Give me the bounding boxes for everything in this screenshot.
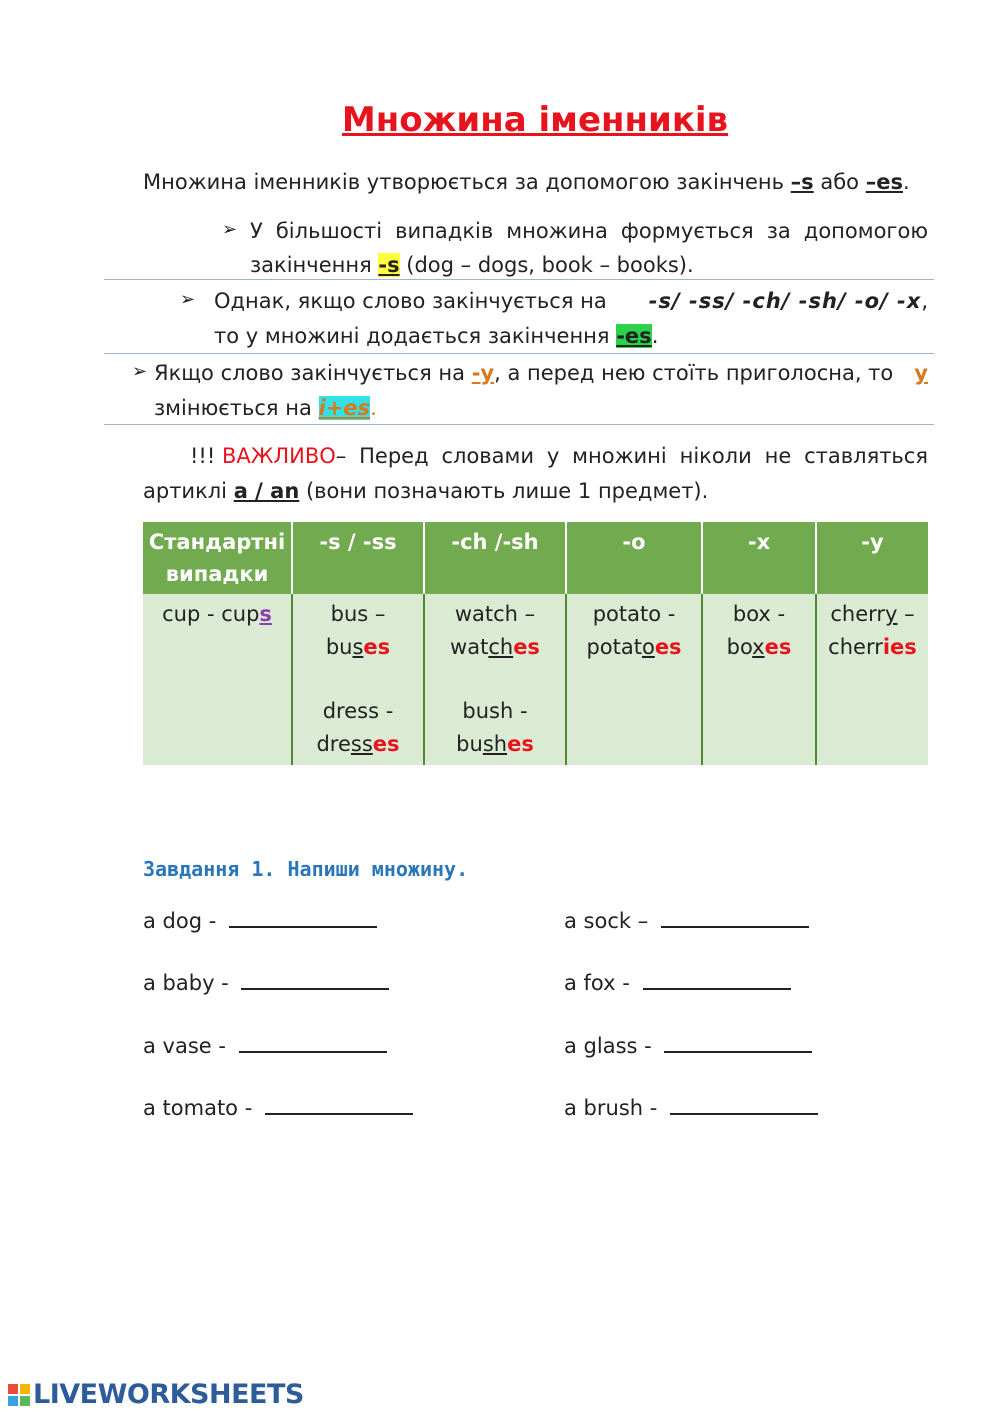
example-plural [429,728,561,761]
example-plural [571,631,697,664]
exercise-item [143,906,377,933]
rule-3-mark-y2: y [914,361,928,385]
example-ending: ies [882,635,917,659]
rule-3-text-3: змінюється на [154,396,319,420]
example-plural [429,631,561,664]
example-ending: es [764,635,792,659]
example-word [821,598,924,631]
important-text: – Перед словами у множині ніколи не ставляться [335,444,928,468]
intro-ending-s: –s [790,170,814,194]
example-word: bush - [462,699,528,723]
example-underlined: y [885,602,898,626]
exercise-item [564,1031,812,1058]
important-articles: a / an [233,479,300,503]
exercise-item [143,1031,387,1058]
rule-2-line-2 [214,324,658,348]
rule-3-period: . [370,396,377,420]
example-stem: wat [450,635,489,659]
answer-blank[interactable] [670,1093,818,1115]
example-plural [297,631,419,664]
table-header: Стандартні випадки [143,522,292,594]
answer-blank[interactable] [664,1031,812,1053]
task-heading: Завдання 1. Напиши множину. [143,857,469,881]
plural-rules-table [143,522,928,765]
page-title: Множина іменників [341,100,729,140]
exercise-prompt: a fox - [564,971,637,995]
example-underlined: ss [350,732,373,756]
logo-blocks-icon [8,1384,30,1406]
table-header-row [143,522,928,594]
table-header: -x [702,522,816,594]
intro-text: Множина іменників утворюється за допомогою закінчень [143,170,791,194]
rule-2-text-2: то у множині додається закінчення [214,324,617,348]
example-stem: bu [325,635,353,659]
intro-or: або [813,170,866,194]
table-row [143,594,928,765]
rule-1-mark: -s [378,253,400,277]
exercise-prompt: a glass - [564,1034,659,1058]
table-cell [143,594,292,765]
exercise-prompt: a brush - [564,1096,664,1120]
arrow-bullet-icon: ➢ [132,361,148,382]
example-ending: es [507,732,534,756]
answer-blank[interactable] [265,1093,413,1115]
divider [104,424,934,425]
important-text-3: (вони позначають лише 1 предмет). [299,479,709,503]
example-stem: dre [316,732,351,756]
example-underlined: sh [482,732,508,756]
example-plural [707,631,811,664]
example-underlined: o [641,635,655,659]
rule-3-mark-ies: i+es [318,396,371,420]
example-ending: es [372,732,400,756]
rule-1 [222,219,928,243]
example-stem: cherr [828,635,883,659]
example-underlined: s [352,635,364,659]
liveworksheets-logo[interactable] [8,1379,304,1410]
rule-2-period: . [651,324,659,348]
example-word: dress - [322,699,394,723]
table-cell [566,594,702,765]
exercise-item [143,1093,413,1120]
intro-period: . [902,170,910,194]
rule-2-line-1 [214,289,928,313]
example-word: box - [732,602,786,626]
exercise-prompt: a sock – [564,909,655,933]
exercise-item [564,1093,818,1120]
rule-3-line-2 [154,396,377,420]
rule-1-line-2 [250,253,694,277]
important-line-2 [143,479,708,503]
example-stem: potat [586,635,642,659]
rule-1-text: закінчення [250,253,379,277]
divider [104,353,934,354]
example-word: bus – [330,602,386,626]
important-line-1 [190,444,928,468]
rule-3-text: Якщо слово закінчується на [154,361,472,385]
table-header: -y [816,522,928,594]
example-underlined: x [752,635,765,659]
table-header: -ch /-sh [424,522,566,594]
answer-blank[interactable] [239,1031,387,1053]
exercise-item [564,906,809,933]
example-stem: bo [726,635,753,659]
table-cell [292,594,424,765]
rule-1-examples: (dog – dogs, book – books). [399,253,694,277]
example-ending: es [654,635,682,659]
exercise-prompt: a tomato - [143,1096,259,1120]
table-cell [702,594,816,765]
rule-3 [132,361,928,385]
exercise-prompt: a dog - [143,909,223,933]
example-underlined: ch [488,635,514,659]
intro-paragraph [143,170,910,194]
rule-3-mark-y: -y [471,361,495,385]
example-plural [297,728,419,761]
exercise-prompt: a vase - [143,1034,233,1058]
arrow-bullet-icon: ➢ [222,219,238,240]
rule-3-text-2: , а перед нею стоїть приголосна, то [494,361,894,385]
example-ending: es [513,635,540,659]
exercise-prompt: a baby - [143,971,236,995]
table-header: -o [566,522,702,594]
example-word: cup - cup [162,602,260,626]
rule-2-comma: , [921,289,928,313]
rule-3-line-1 [154,361,928,385]
example-stem: cherr [830,602,886,626]
exercise-item [143,968,389,995]
important-label: ВАЖЛИВО [221,444,336,468]
rule-2-text: Однак, якщо слово закінчується на [214,289,607,313]
table-cell [424,594,566,765]
example-ending: s [259,602,272,626]
exercise-item [564,968,791,995]
example-plural [821,631,924,664]
answer-blank[interactable] [661,906,809,928]
table-cell [816,594,928,765]
example-word: watch – [454,602,536,626]
example-ending: es [363,635,391,659]
answer-blank[interactable] [241,968,389,990]
rule-1-line-1: У більшості випадків множина формується за допомогою [250,219,928,243]
rule-2-endings: -s/ -ss/ -ch/ -sh/ -o/ -x [648,289,922,313]
important-exclamation: !!! [190,444,222,468]
example-stem: bu [456,732,483,756]
rule-2 [180,289,928,313]
important-text-2: артиклі [143,479,234,503]
logo-text: LIVEWORKSHEETS [33,1379,304,1410]
table-header: -s / -ss [292,522,424,594]
divider [104,279,934,280]
answer-blank[interactable] [229,906,377,928]
example-word: potato - [592,602,676,626]
intro-ending-es: –es [865,170,903,194]
arrow-bullet-icon: ➢ [180,289,196,310]
answer-blank[interactable] [643,968,791,990]
example-dash: – [897,602,915,626]
rule-2-mark: -es [616,324,652,348]
